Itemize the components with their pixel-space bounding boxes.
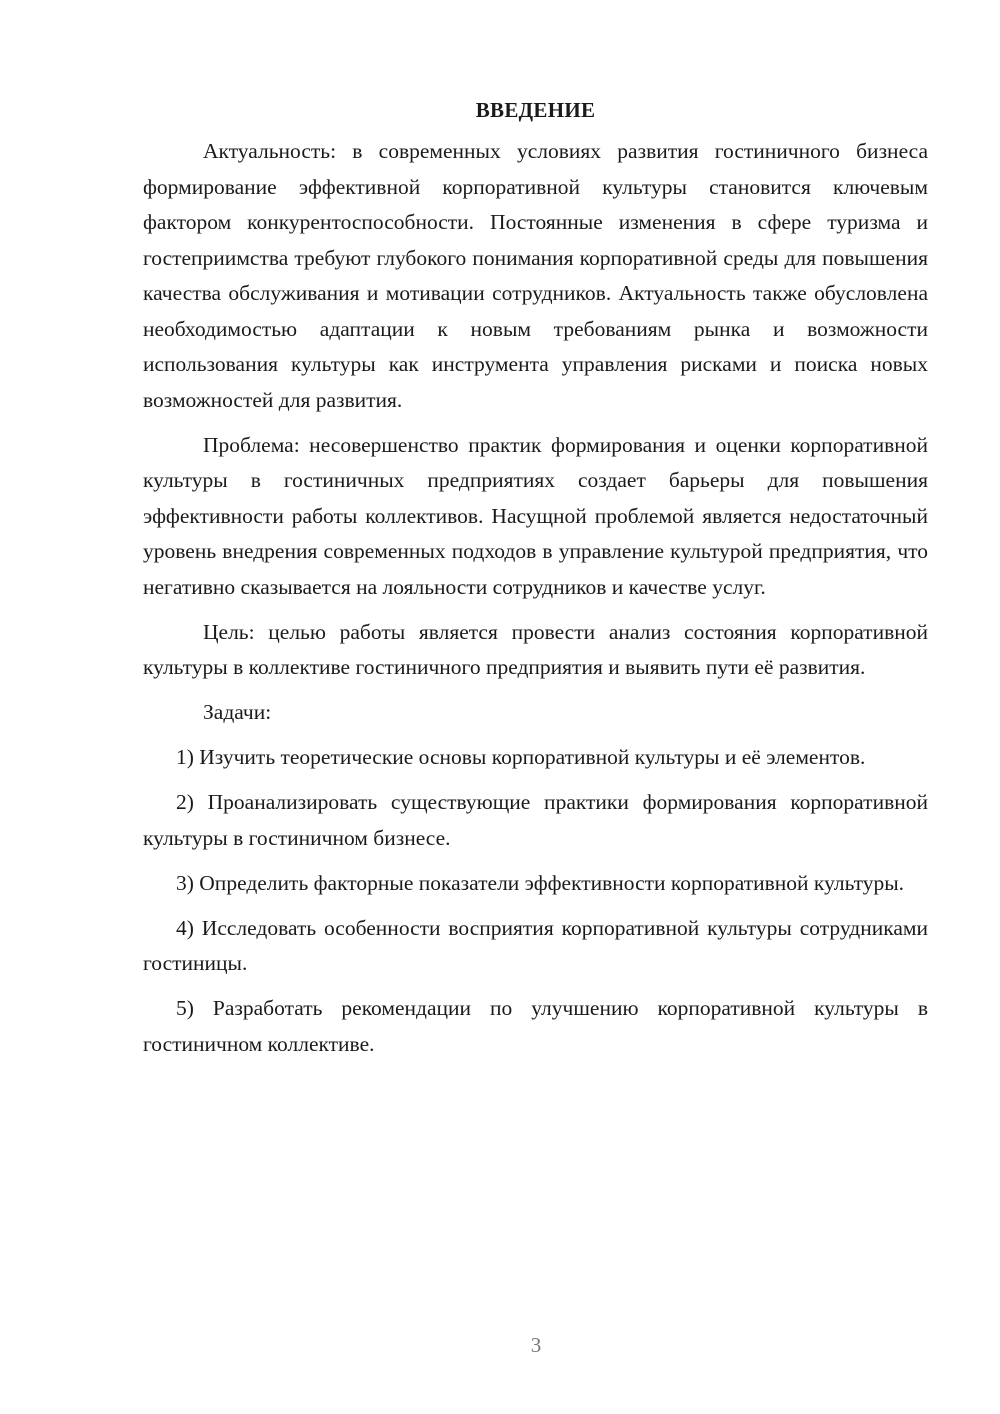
task-item: 4) Исследовать особенности восприятия корпоративной культуры сотрудниками гостиницы.: [143, 915, 928, 975]
document-page: [143, 90, 928, 1072]
task-item: 2) Проанализировать существующие практики формирования корпоративной культуры в гостиничном бизнесе.: [143, 790, 928, 850]
problem-paragraph: Проблема: несовершенство практик формирования и оценки корпоративной культуры в гостиничных предприятиях создает барьеры для повышения эффективности работы коллективов. Насущной проблемой является недостаточный уровень внедрения современных подходов в управление культурой предприятия, что негативно сказывается на лояльности сотрудников и качестве услуг.: [143, 432, 928, 599]
task-item: 1) Изучить теоретические основы корпоративной культуры и её элементов.: [176, 745, 866, 769]
goal-paragraph: Цель: целью работы является провести анализ состояния корпоративной культуры в коллективе гостиничного предприятия и выявить пути её развития.: [143, 619, 928, 679]
page-title: ВВЕДЕНИЕ: [475, 98, 596, 122]
tasks-list: [143, 740, 928, 1062]
task-item: 3) Определить факторные показатели эффективности корпоративной культуры.: [176, 870, 905, 895]
relevance-paragraph: Актуальность: в современных условиях развития гостиничного бизнеса формирование эффективной корпоративной культуры становится ключевым фактором конкурентоспособности. Постоянные изменения в сфере туризма и гостеприимства требуют глубокого понимания корпоративной среды для повышения качества обслуживания и мотивации сотрудников. Актуальность также обусловлена необходимостью адаптации к новым требованиям рынка и возможности использования культуры как инструмента управления рисками и поиска новых возможностей для развития.: [143, 139, 928, 412]
tasks-heading: Задачи:: [203, 700, 272, 724]
page-number: 3: [530, 1333, 542, 1357]
task-item: 5) Разработать рекомендации по улучшению корпоративной культуры в гостиничном коллективе.: [143, 996, 928, 1056]
